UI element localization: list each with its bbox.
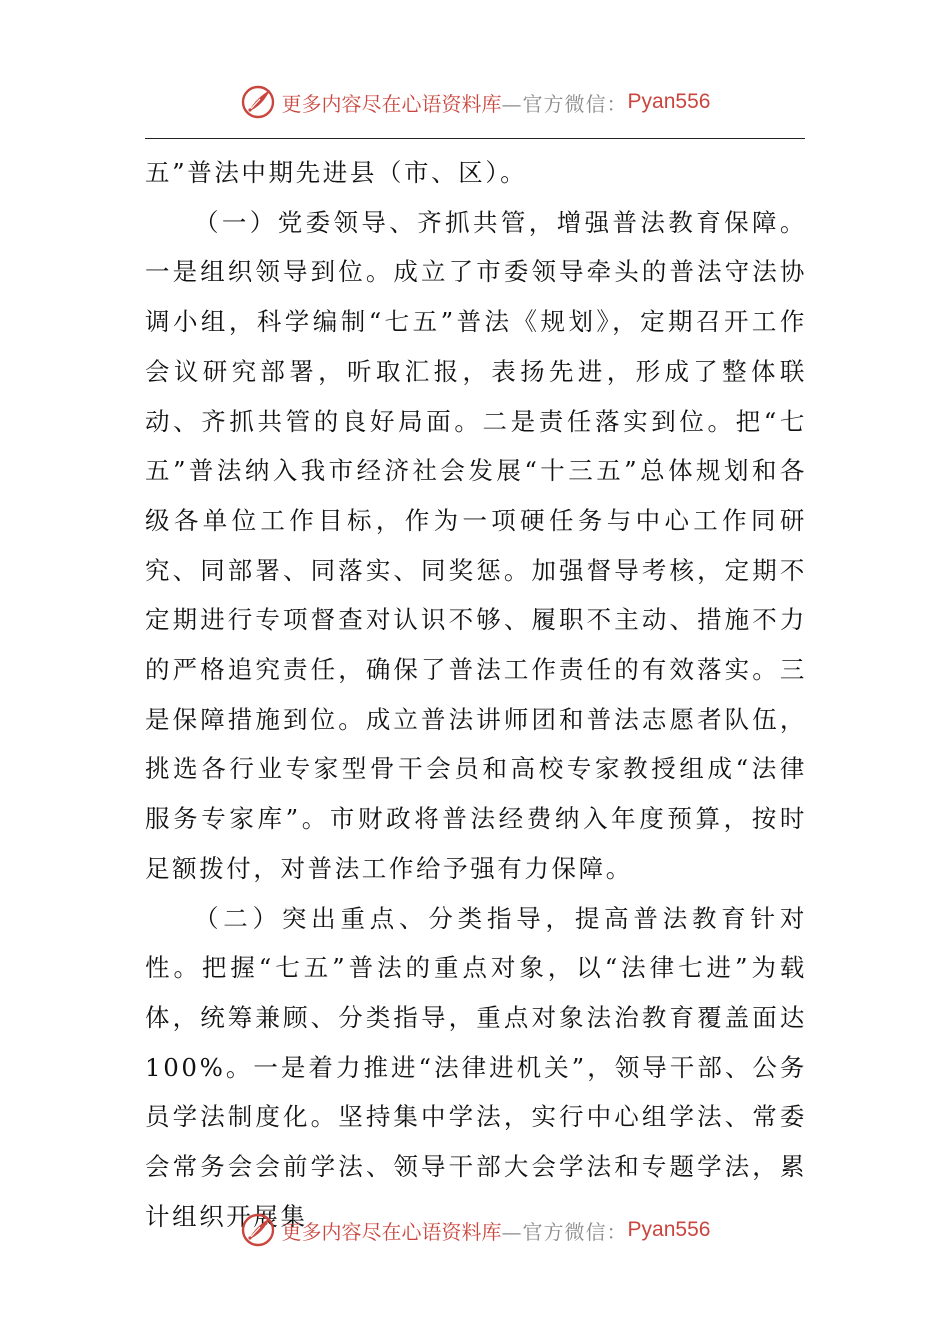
watermark-wechat-id: Pyan556 xyxy=(627,90,711,113)
watermark-prefix: 更多内容尽在心语资料库 xyxy=(281,91,502,116)
watermark-dash-label: —官方微信： xyxy=(501,91,628,116)
watermark-prefix: 更多内容尽在心语资料库 xyxy=(281,1219,502,1244)
paragraph-2: （一）党委领导、齐抓共管，增强普法教育保障。一是组织领导到位。成立了市委领导牵头的普法守法协调小组，科学编制“七五”普法《规划》，定期召开工作会议研究部署，听取汇报，表扬先进，形成了整体联动、齐抓共管的良好局面。二是责任落实到位。把“七五”普法纳入我市经济社会发展“十三五”总体规划和各级各单位工作目标，作为一项硬任务与中心工作同研究、同部署、同落实、同奖惩。加强督导考核，定期不定期进行专项督查对认识不够、履职不主动、措施不力的严格追究责任，确保了普法工作责任的有效落实。三是保障措施到位。成立普法讲师团和普法志愿者队伍，挑选各行业专家型骨干会员和高校专家教授组成“法律服务专家库”。市财政将普法经费纳入年度预算，按时足额拨付，对普法工作给予强有力保障。 xyxy=(145,207,807,883)
feather-pen-circle-icon xyxy=(240,1212,276,1248)
feather-pen-circle-icon xyxy=(240,84,276,120)
watermark-dash-label: —官方微信： xyxy=(501,1219,628,1244)
watermark-wechat-id: Pyan556 xyxy=(627,1218,711,1241)
document-body xyxy=(145,148,807,1241)
watermark-footer xyxy=(0,1208,950,1252)
header-rule xyxy=(145,138,805,139)
paragraph-3: （二）突出重点、分类指导，提高普法教育针对性。把握“七五”普法的重点对象，以“法律七进”为载体，统筹兼顾、分类指导，重点对象法治教育覆盖面达 100%。一是着力推进“法律进机关”，领导干部、公务员学法制度化。坚持集中学法，实行中心组学法、常委会常务会会前学法、领导干部大会学法和专题学法，累计组织开展集 xyxy=(145,903,807,1231)
watermark-header xyxy=(0,80,950,124)
paragraph-1: 五”普法中期先进县（市、区）。 xyxy=(145,158,528,187)
